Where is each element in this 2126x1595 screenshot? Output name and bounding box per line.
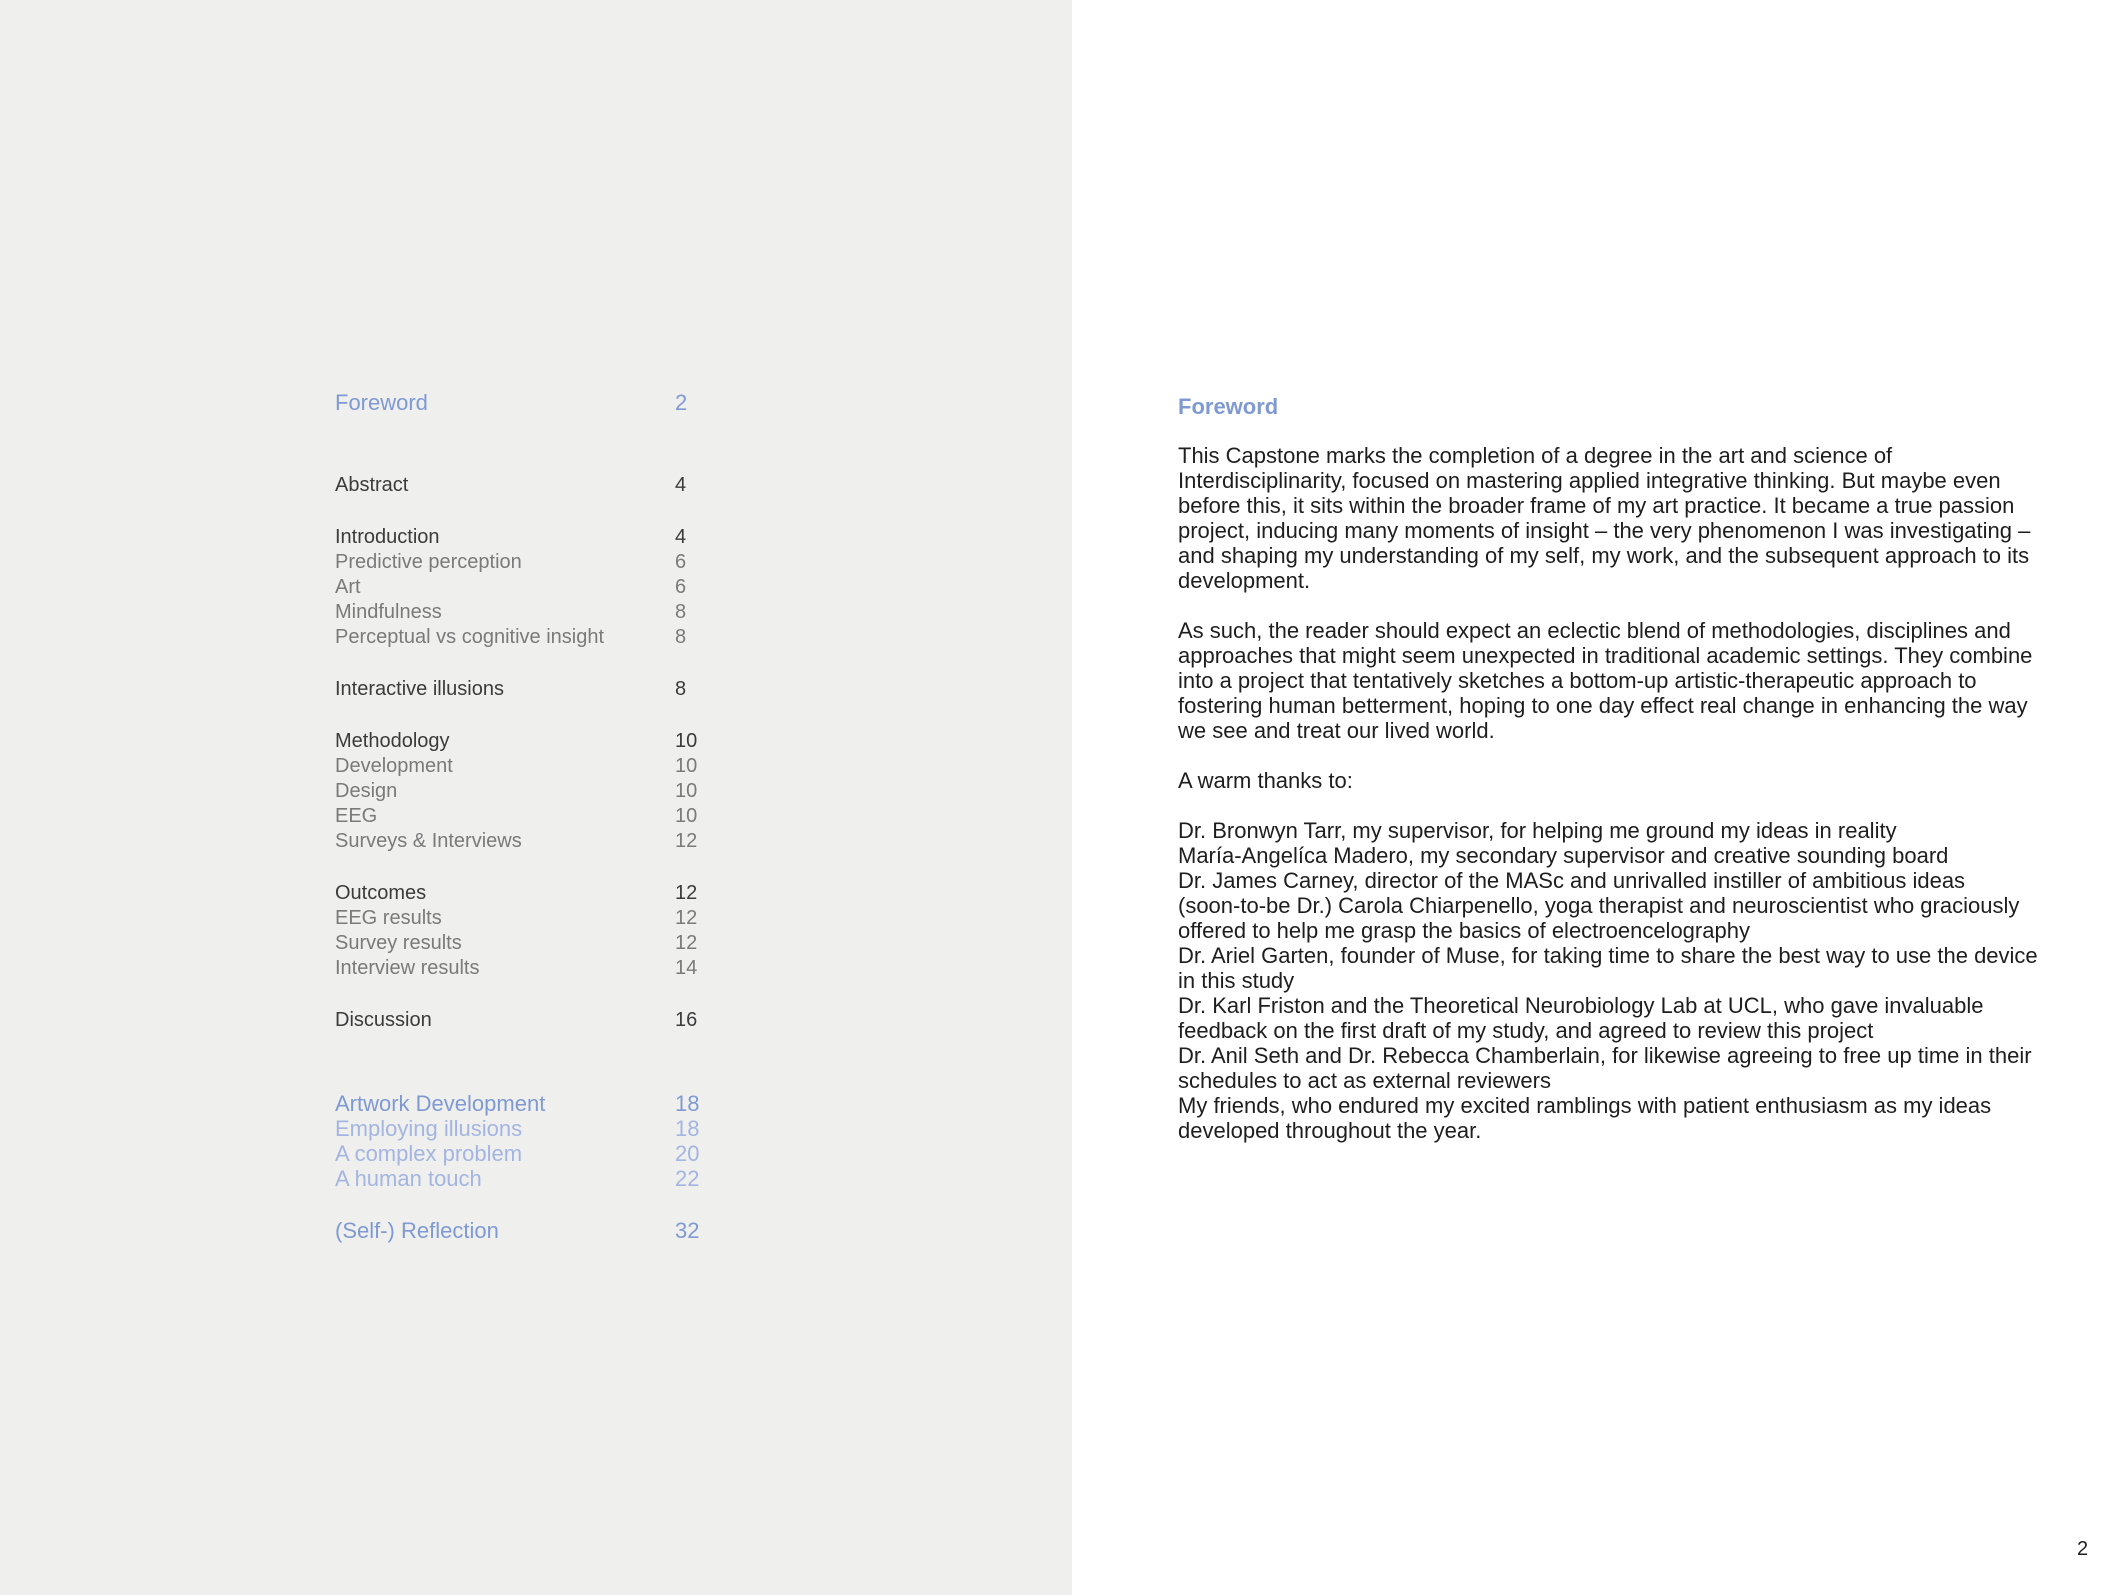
toc-entry-page: 12 xyxy=(675,932,698,954)
toc-entry-page: 4 xyxy=(675,474,687,496)
toc-row[interactable] xyxy=(335,754,735,779)
toc-group xyxy=(335,677,735,702)
toc-entry-label: (Self-) Reflection xyxy=(335,1218,499,1243)
toc-row[interactable] xyxy=(335,779,735,804)
toc-group xyxy=(335,473,735,498)
toc-entry-label: Employing illusions xyxy=(335,1116,523,1141)
toc-group xyxy=(335,729,735,854)
toc-entry-label: Art xyxy=(335,576,361,598)
toc-row[interactable] xyxy=(335,931,735,956)
toc-entry-label: Predictive perception xyxy=(335,551,522,573)
toc-entry-page: 4 xyxy=(675,526,687,548)
toc-row[interactable] xyxy=(335,956,735,981)
foreword-title: Foreword xyxy=(1178,394,1279,419)
toc-entry-label: Interview results xyxy=(335,957,480,979)
toc-entry-page: 8 xyxy=(675,601,687,623)
foreword-paragraph-1: This Capstone marks the completion of a degree in the art and science of Interdisciplinarity, focused on mastering applied integrative thinking. But maybe even before this, it sits within the broader frame of my art practice. It became a true passion project, inducing many moments of insight – the very phenomenon I was investigating – and shaping my understanding of my self, my work, and the subsequent approach to its development. xyxy=(1178,443,2031,593)
toc-row[interactable] xyxy=(335,390,735,415)
toc-entry-page: 18 xyxy=(675,1091,700,1116)
toc-entry-label: Discussion xyxy=(335,1009,432,1031)
foreword-paragraph-2: As such, the reader should expect an eclectic blend of methodologies, disciplines and approaches that might seem unexpected in traditional academic settings. They combine into a project that tentatively sketches a bottom-up artistic-therapeutic approach to fostering human betterment, hoping to one day effect real change in enhancing the way we see and treat our lived world. xyxy=(1178,618,2033,743)
toc-entry-page: 2 xyxy=(675,390,688,415)
acknowledgement-item: Dr. James Carney, director of the MASc and unrivalled instiller of ambitious ideas xyxy=(1178,868,1966,893)
toc-entry-page: 6 xyxy=(675,551,687,573)
toc-entry-label: Design xyxy=(335,780,398,802)
toc-entry-page: 6 xyxy=(675,576,687,598)
acknowledgement-item: Dr. Ariel Garten, founder of Muse, for taking time to share the best way to use the device in this study xyxy=(1178,943,2038,993)
toc-row[interactable] xyxy=(335,473,735,498)
toc-entry-label: Foreword xyxy=(335,390,428,415)
toc-entry-label: Perceptual vs cognitive insight xyxy=(335,626,605,648)
foreword-section xyxy=(1178,394,2058,1143)
toc-entry-page: 22 xyxy=(675,1166,700,1191)
toc-entry-label: Interactive illusions xyxy=(335,678,504,700)
toc-row[interactable] xyxy=(335,525,735,550)
toc-entry-page: 8 xyxy=(675,678,687,700)
acknowledgements-list xyxy=(1178,818,2058,1143)
toc-entry-page: 14 xyxy=(675,957,698,979)
toc-row[interactable] xyxy=(335,575,735,600)
toc-entry-label: A human touch xyxy=(335,1166,482,1191)
toc-row[interactable] xyxy=(335,829,735,854)
toc-row[interactable] xyxy=(335,550,735,575)
toc-entry-page: 8 xyxy=(675,626,687,648)
toc-entry-page: 32 xyxy=(675,1218,700,1243)
toc-row[interactable] xyxy=(335,625,735,650)
toc-row[interactable] xyxy=(335,677,735,702)
toc-row[interactable] xyxy=(335,729,735,754)
toc-group xyxy=(335,881,735,981)
toc-entry-page: 18 xyxy=(675,1116,700,1141)
toc-entry-page: 10 xyxy=(675,780,698,802)
toc-entry-page: 12 xyxy=(675,907,698,929)
toc-entry-label: Outcomes xyxy=(335,882,427,904)
toc-entry-label: EEG xyxy=(335,805,378,827)
toc-entry-label: Survey results xyxy=(335,932,462,954)
acknowledgement-item: Dr. Bronwyn Tarr, my supervisor, for helping me ground my ideas in reality xyxy=(1178,818,1897,843)
toc-entry-label: Mindfulness xyxy=(335,601,442,623)
toc-group xyxy=(335,1091,735,1191)
toc-entry-label: EEG results xyxy=(335,907,442,929)
toc-row[interactable] xyxy=(335,1141,735,1166)
toc-entry-label: Introduction xyxy=(335,526,440,548)
toc-entry-label: Surveys & Interviews xyxy=(335,830,522,852)
toc-entry-page: 10 xyxy=(675,755,698,777)
toc-entry-label: Development xyxy=(335,755,453,777)
toc-entry-label: Abstract xyxy=(335,474,409,496)
toc-entry-page: 10 xyxy=(675,805,698,827)
toc-entry-page: 12 xyxy=(675,882,698,904)
acknowledgement-item: María-Angelíca Madero, my secondary supervisor and creative sounding board xyxy=(1178,843,1949,868)
toc-row[interactable] xyxy=(335,881,735,906)
toc-group xyxy=(335,390,735,415)
toc-row[interactable] xyxy=(335,600,735,625)
toc-entry-label: Artwork Development xyxy=(335,1091,546,1116)
toc-entry-label: A complex problem xyxy=(335,1141,523,1166)
toc-row[interactable] xyxy=(335,1166,735,1191)
toc-row[interactable] xyxy=(335,1008,735,1033)
acknowledgement-item: Dr. Karl Friston and the Theoretical Neurobiology Lab at UCL, who gave invaluable feedback on the first draft of my study, and agreed to review this project xyxy=(1178,993,1984,1043)
toc-entry-label: Methodology xyxy=(335,730,450,752)
toc-entry-page: 16 xyxy=(675,1009,698,1031)
acknowledgement-item: My friends, who endured my excited ramblings with patient enthusiasm as my ideas developed throughout the year. xyxy=(1178,1093,1992,1143)
toc-row[interactable] xyxy=(335,1116,735,1141)
acknowledgement-item: Dr. Anil Seth and Dr. Rebecca Chamberlain, for likewise agreeing to free up time in their schedules to act as external reviewers xyxy=(1178,1043,2032,1093)
table-of-contents xyxy=(335,390,735,1243)
toc-group xyxy=(335,1008,735,1033)
toc-row[interactable] xyxy=(335,906,735,931)
toc-row[interactable] xyxy=(335,1091,735,1116)
toc-row[interactable] xyxy=(335,804,735,829)
toc-group xyxy=(335,525,735,650)
acknowledgement-item: (soon-to-be Dr.) Carola Chiarpenello, yoga therapist and neuroscientist who graciously offered to help me grasp the basics of electroencelography xyxy=(1178,893,2020,943)
toc-entry-page: 10 xyxy=(675,730,698,752)
thanks-intro: A warm thanks to: xyxy=(1178,768,1353,793)
toc-group xyxy=(335,1218,735,1243)
toc-entry-page: 20 xyxy=(675,1141,700,1166)
page-number: 2 xyxy=(2077,1538,2089,1560)
toc-row[interactable] xyxy=(335,1218,735,1243)
toc-entry-page: 12 xyxy=(675,830,698,852)
